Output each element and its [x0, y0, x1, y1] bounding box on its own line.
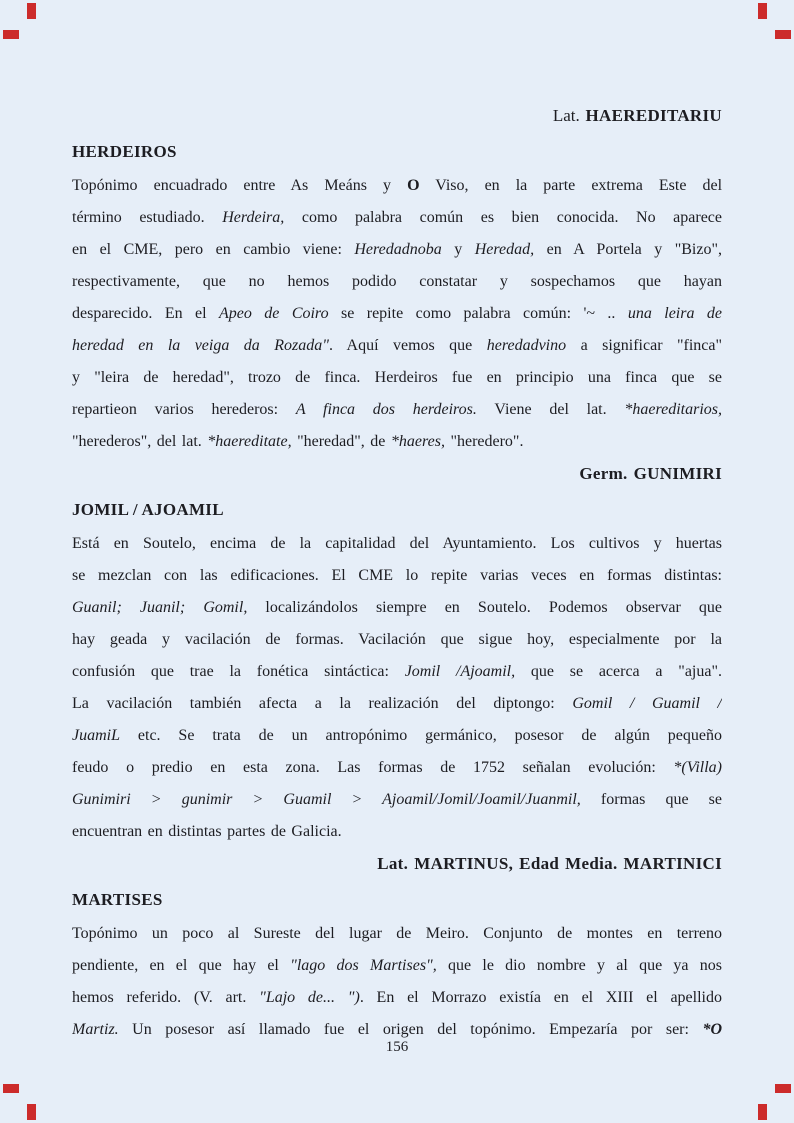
text-run: "herederos", del lat. [72, 433, 208, 450]
etymology-line [72, 100, 722, 132]
text-line [72, 816, 722, 848]
italic-run: Herdeira, [222, 209, 285, 226]
text-line [72, 266, 722, 298]
text-line [72, 624, 722, 656]
text-run: formas que se [580, 791, 722, 808]
bold-run: Lat. MARTINUS, Edad Media. MARTINICI [377, 854, 722, 873]
italic-run: *haereditate, [207, 433, 292, 450]
bold-run: HAEREDITARIU [585, 106, 722, 125]
crop-mark-top-left-vertical [27, 3, 36, 19]
text-run: que se acerca a "ajua". [515, 663, 722, 680]
italic-run: JuamiL [72, 727, 120, 744]
italic-run: *haeres, [390, 433, 445, 450]
text-run: a significar "finca" [566, 337, 722, 354]
section-heading: MARTISES [72, 890, 163, 909]
text-line [72, 426, 722, 458]
text-line [72, 560, 722, 592]
toponym-section [72, 100, 722, 458]
text-line [72, 720, 722, 752]
etymology-line [72, 458, 722, 490]
text-line [72, 982, 722, 1014]
crop-mark-bottom-right-vertical [758, 1104, 767, 1120]
text-run: y [441, 241, 475, 258]
text-run: feudo o predio en esta zona. Las formas de 1752 señalan evolución: [72, 759, 674, 776]
text-run: en el CME, pero en cambio viene: [72, 241, 355, 258]
crop-mark-bottom-left-horizontal [3, 1084, 19, 1093]
text-line [72, 298, 722, 330]
text-run: . En el Morrazo existía en el XIII el apellido [359, 989, 722, 1006]
text-run: Topónimo encuadrado entre As Meáns y [72, 177, 408, 194]
text-run: encuentran en distintas partes de Galicia. [72, 823, 342, 840]
text-run: Viso, en la parte extrema Este del [419, 177, 722, 194]
section-heading: HERDEIROS [72, 142, 177, 161]
italic-run: *(Villa) [673, 759, 722, 776]
text-run: como palabra común es bien conocida. No aparece [284, 209, 722, 226]
text-run: Topónimo un poco al Sureste del lugar de Meiro. Conjunto de montes en terreno [72, 925, 722, 942]
text-line [72, 656, 722, 688]
italic-run: heredad en la veiga da Rozada" [72, 337, 329, 354]
crop-mark-top-right-vertical [758, 3, 767, 19]
italic-run: *haereditarios, [624, 401, 722, 418]
italic-run: heredadvino [486, 337, 567, 354]
text-run: desparecido. En el [72, 305, 219, 322]
crop-mark-bottom-left-vertical [27, 1104, 36, 1120]
text-run: Viene del lat. [476, 401, 625, 418]
bold-run: O [407, 177, 420, 194]
bold-run: Germ. GUNIMIRI [579, 464, 722, 483]
text-run: se repite como palabra común: '~ .. [328, 305, 628, 322]
italic-run: Gunimiri > gunimir > Guamil > Ajoamil/Jomil/Joamil/Juanmil, [72, 791, 581, 808]
text-run: etc. Se trata de un antropónimo germánico, posesor de algún pequeño [120, 727, 722, 744]
italic-run: *O [702, 1021, 722, 1038]
text-run: La vacilación también afecta a la realización del diptongo: [72, 695, 573, 712]
etymology-line [72, 848, 722, 880]
italic-run: Heredadnoba [354, 241, 442, 258]
italic-run: Heredad, [474, 241, 535, 258]
text-run: respectivamente, que no hemos podido constatar y sospechamos que hayan [72, 273, 722, 290]
text-run: "heredero". [444, 433, 524, 450]
text-line [72, 950, 722, 982]
italic-run: una leira de [627, 305, 722, 322]
text-line [72, 528, 722, 560]
italic-run: Gomil / Guamil / [572, 695, 722, 712]
italic-run: "lago dos Martises", [290, 957, 437, 974]
italic-run: Jomil /Ajoamil, [404, 663, 516, 680]
italic-run: Apeo de Coiro [219, 305, 329, 322]
toponym-section [72, 458, 722, 848]
text-line [72, 330, 722, 362]
text-run: confusión que trae la fonética sintáctica: [72, 663, 405, 680]
text-run: "heredad", de [291, 433, 391, 450]
text-run: localizándolos siempre en Soutelo. Podemos observar que [247, 599, 722, 616]
text-run: Un posesor así llamado fue el origen del topónimo. Empezaría por ser: [118, 1021, 703, 1038]
text-line [72, 918, 722, 950]
italic-run: Guanil; Juanil; Gomil, [72, 599, 248, 616]
text-run: pendiente, en el que hay el [72, 957, 291, 974]
section-heading: JOMIL / AJOAMIL [72, 500, 224, 519]
text-run: Lat. [552, 106, 586, 125]
text-run: término estudiado. [72, 209, 223, 226]
text-line [72, 752, 722, 784]
crop-mark-top-right-horizontal [775, 30, 791, 39]
page-number: 156 [385, 1039, 409, 1055]
italic-run: Martiz. [72, 1021, 119, 1038]
text-line [72, 202, 722, 234]
text-run: en A Portela y "Bizo", [534, 241, 722, 258]
text-line [72, 784, 722, 816]
text-line [72, 234, 722, 266]
text-line [72, 394, 722, 426]
text-run: que le dio nombre y al que ya nos [436, 957, 722, 974]
crop-mark-top-left-horizontal [3, 30, 19, 39]
text-run: se mezclan con las edificaciones. El CME lo repite varias veces en formas distintas: [72, 567, 722, 584]
text-run: . Aquí vemos que [328, 337, 487, 354]
text-run: Está en Soutelo, encima de la capitalidad del Ayuntamiento. Los cultivos y huertas [72, 535, 722, 552]
text-run: hay geada y vacilación de formas. Vacilación que sigue hoy, especialmente por la [72, 631, 722, 648]
text-run: hemos referido. (V. art. [72, 989, 260, 1006]
text-line [72, 592, 722, 624]
italic-run: "Lajo de... ") [259, 989, 360, 1006]
text-run: repartieon varios herederos: [72, 401, 296, 418]
text-column [72, 100, 722, 1046]
italic-run: A finca dos herdeiros. [295, 401, 477, 418]
toponym-section [72, 848, 722, 1046]
crop-mark-bottom-right-horizontal [775, 1084, 791, 1093]
text-line [72, 362, 722, 394]
text-line [72, 170, 722, 202]
text-run: y "leira de heredad", trozo de finca. Herdeiros fue en principio una finca que se [72, 369, 722, 386]
text-line [72, 688, 722, 720]
